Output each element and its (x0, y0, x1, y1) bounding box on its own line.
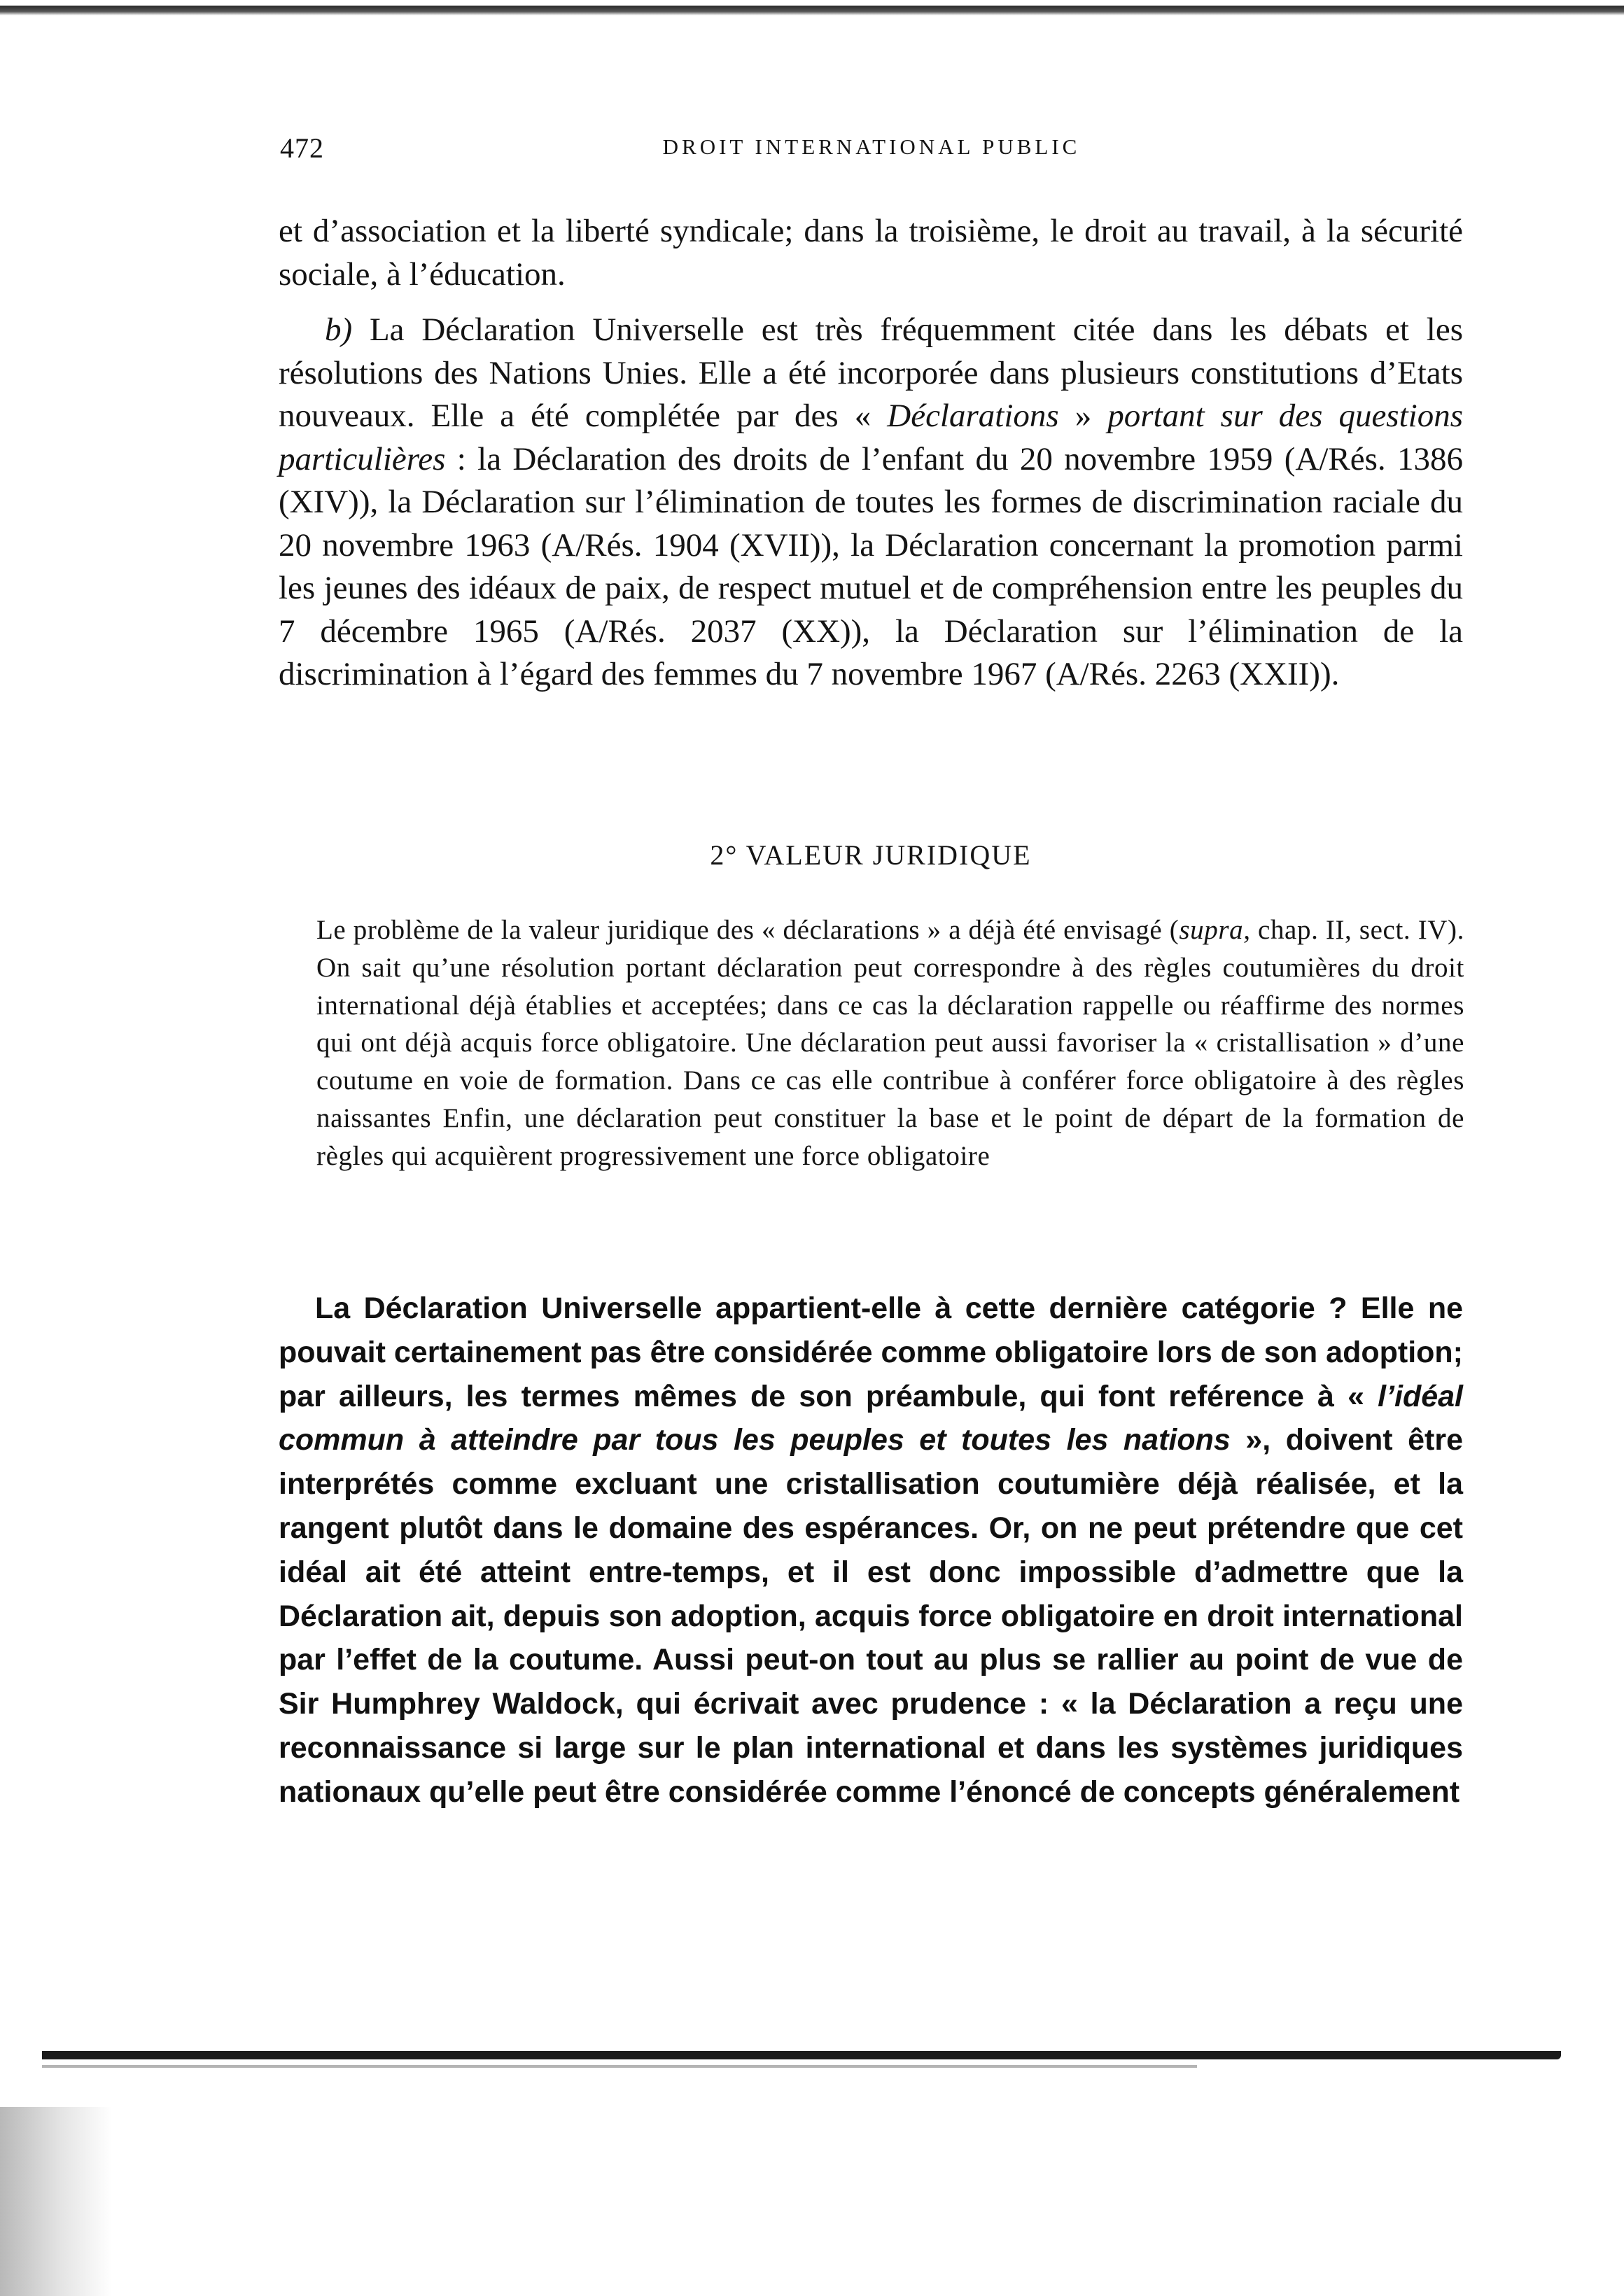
scan-bottom-rule-shadow (42, 2065, 1197, 2068)
main-text (279, 210, 1463, 696)
scan-corner-shadow (0, 2107, 112, 2296)
bold-paragraph (279, 1287, 1463, 1814)
paragraph-continuation: et d’association et la liberté syndicale; dans la troisième, le droit au travail, à la sécurité sociale, à l’éducation. (279, 213, 1463, 293)
scan-bottom-rule (42, 2051, 1561, 2059)
paragraph-text: Le problème de la valeur juridique des « déclarations » a déjà été envisagé ( (316, 915, 1180, 945)
paragraph-body (279, 1287, 1463, 1814)
paragraph-text: » (1058, 398, 1108, 434)
paragraph-label: b) (325, 312, 353, 348)
paragraph-text: La Déclaration Universelle est très fréquemment citée dans les débats et les résolutions des Nations Unies. Elle a été incorporée dans plusieurs constitutions d’Etats nouveaux. Elle a été complétée par des « (279, 312, 1463, 434)
italic-text: supra, (1179, 915, 1251, 945)
italic-text: Déclarations (887, 398, 1059, 434)
italic-text: portant sur des questions particulières (279, 398, 1463, 477)
scan-top-edge (0, 6, 1624, 15)
small-print-paragraph (316, 911, 1464, 1175)
paragraph-text: », doivent être interprétés comme excluant une cristallisation coutumière déjà réalisée, et la rangent plutôt dans le domaine des espérances. Or, on ne peut prétendre que cet idéal ait été atteint entre-temps, et il est donc impossible d’admettre que la Déclaration ait, depuis son adoption, acquis force obligatoire en droit international par l’effet de la coutume. Aussi peut-on tout au plus se rallier au point de vue de Sir Humphrey Waldock, qui écrivait avec prudence : « la Déclaration a reçu une reconnaissance si large sur le plan international et dans les systèmes juridiques nationaux qu’elle peut être considérée comme l’énoncé de concepts généralement (279, 1423, 1463, 1809)
paragraph-text: La Déclaration Universelle appartient-elle à cette dernière catégorie ? Elle ne pouvait certainement pas être considérée comme obligatoire lors de son adoption; par ailleurs, les termes mêmes de son préambule, qui font reférence à « (279, 1292, 1463, 1413)
paragraph-text: chap. II, sect. IV). On sait qu’une résolution portant déclaration peut correspondre à des règles coutumières du droit international déjà établies et acceptées; dans ce cas la déclaration rappelle ou réaffirme des normes qui ont déjà acquis force obligatoire. Une déclaration peut aussi favoriser la « cristallisation » d’une coutume en voie de formation. Dans ce cas elle contribue à conférer force obligatoire à des règles naissantes Enfin, une déclaration peut constituer la base et le point de départ de la formation de règles qui acquièrent progressivement une force obligatoire (316, 915, 1464, 1171)
section-heading: 2° VALEUR JURIDIQUE (710, 839, 1032, 871)
running-title: DROIT INTERNATIONAL PUBLIC (662, 134, 1081, 159)
paragraph-b (279, 309, 1463, 696)
page-number: 472 (280, 132, 324, 164)
italic-text: l’idéal commun à atteindre par tous les peuples et toutes les nations (279, 1379, 1463, 1457)
paragraph-text: : la Déclaration des droits de l’enfant du 20 novembre 1959 (A/Rés. 1386 (XIV)), la Déclaration sur l’élimination de toutes les formes de discrimination raciale du 20 novembre 1963 (A/Rés. 1904 (XVII)), la Déclaration concernant la promotion parmi les jeunes des idéaux de paix, de respect mutuel et de compréhension entre les peuples du 7 décembre 1965 (A/Rés. 2037 (XX)), la Déclaration sur l’élimination de la discrimination à l’égard des femmes du 7 novembre 1967 (A/Rés. 2263 (XXII)). (279, 440, 1463, 692)
